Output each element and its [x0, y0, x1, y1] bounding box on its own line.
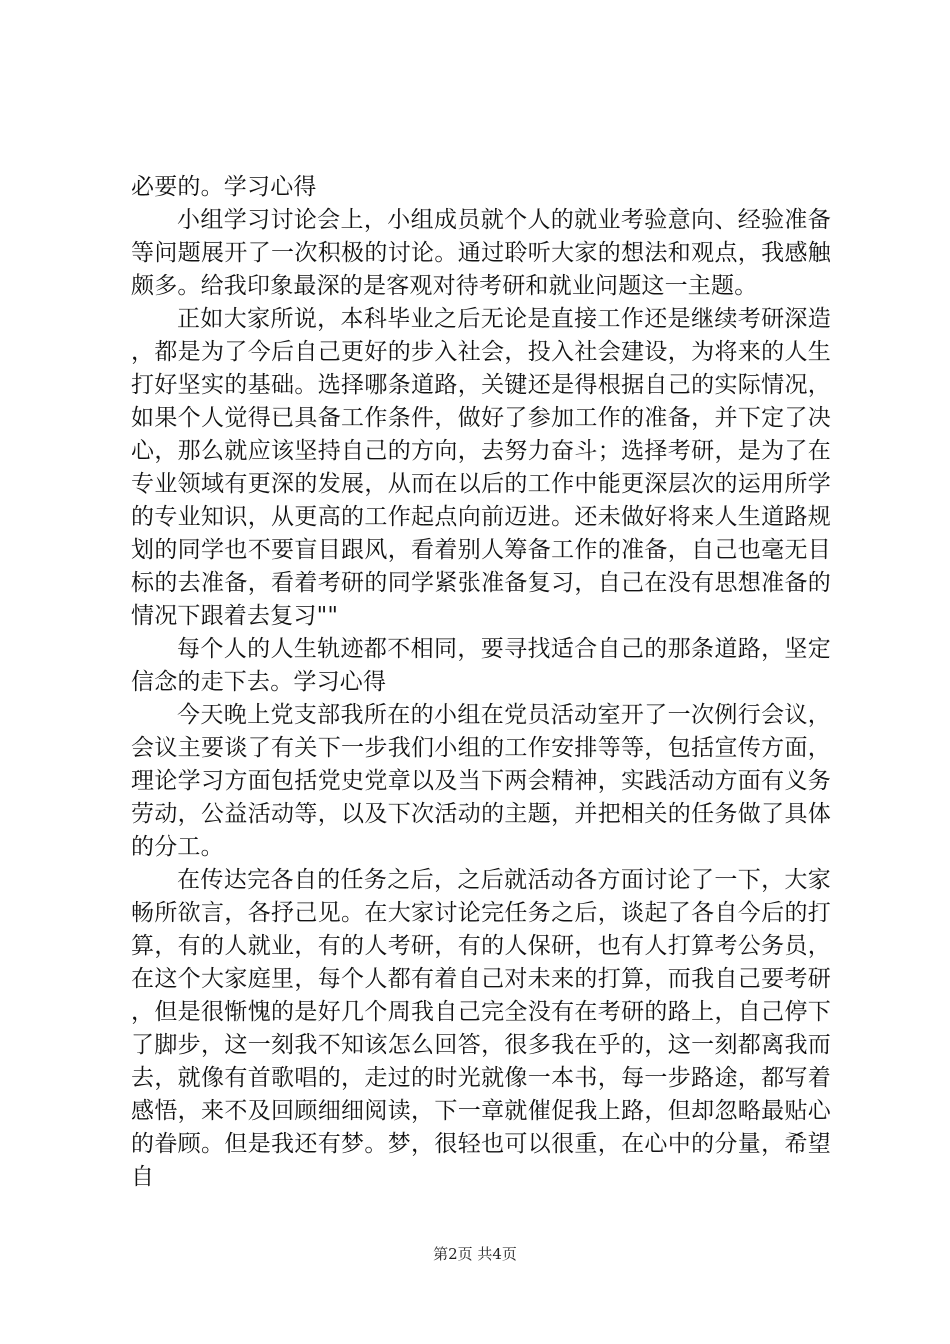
paragraph-6: 在传达完各自的任务之后，之后就活动各方面讨论了一下，大家畅所欲言，各抒己见。在大家讨论完任务之后，谈起了各自今后的打算，有的人就业，有的人考研，有的人保研，也有人打算考公务员，在这个大家庭里，每个人都有着自己对未来的打算，而我自己要考研，但是很惭愧的是好几个周我自己完全没有在考研的路上，自己停下了脚步，这一刻我不知该怎么回答，很多我在乎的，这一刻都离我而去，就像有首歌唱的，走过的时光就像一本书，每一步路途，都写着感悟，来不及回顾细细阅读，下一章就催促我上路，但却忽略最贴心的眷顾。但是我还有梦。梦，很轻也可以很重，在心中的分量，希望自 — [131, 867, 831, 1190]
page-footer: 第2页 共4页 — [433, 1245, 517, 1263]
paragraph-3: 正如大家所说，本科毕业之后无论是直接工作还是继续考研深造，都是为了今后自己更好的步入社会，投入社会建设，为将来的人生打好坚实的基础。选择哪条道路，关键还是得根据自己的实际情况，如果个人觉得已具备工作条件，做好了参加工作的准备，并下定了决心，那么就应该坚持自己的方向，去努力奋斗；选择考研，是为了在专业领域有更深的发展，从而在以后的工作中能更深层次的运用所学的专业知识，从更高的工作起点向前迈进。还未做好将来人生道路规划的同学也不要盲目跟风，看着别人筹备工作的准备，自己也毫无目标的去准备，看着考研的同学紧张准备复习，自己在没有思想准备的情况下跟着去复习"" — [131, 306, 831, 629]
paragraph-4: 每个人的人生轨迹都不相同，要寻找适合自己的那条道路，坚定信念的走下去。学习心得 — [131, 636, 831, 695]
paragraph-1: 必要的。学习心得 — [131, 174, 317, 200]
paragraph-5: 今天晚上党支部我所在的小组在党员活动室开了一次例行会议，会议主要谈了有关下一步我们小组的工作安排等等，包括宣传方面，理论学习方面包括党史党章以及当下两会精神，实践活动方面有义务劳动，公益活动等，以及下次活动的主题，并把相关的任务做了具体的分工。 — [131, 702, 831, 860]
paragraph-2: 小组学习讨论会上，小组成员就个人的就业考验意向、经验准备等问题展开了一次积极的讨论。通过聆听大家的想法和观点，我感触颇多。给我印象最深的是客观对待考研和就业问题这一主题。 — [131, 207, 831, 299]
body-text — [131, 171, 831, 1194]
